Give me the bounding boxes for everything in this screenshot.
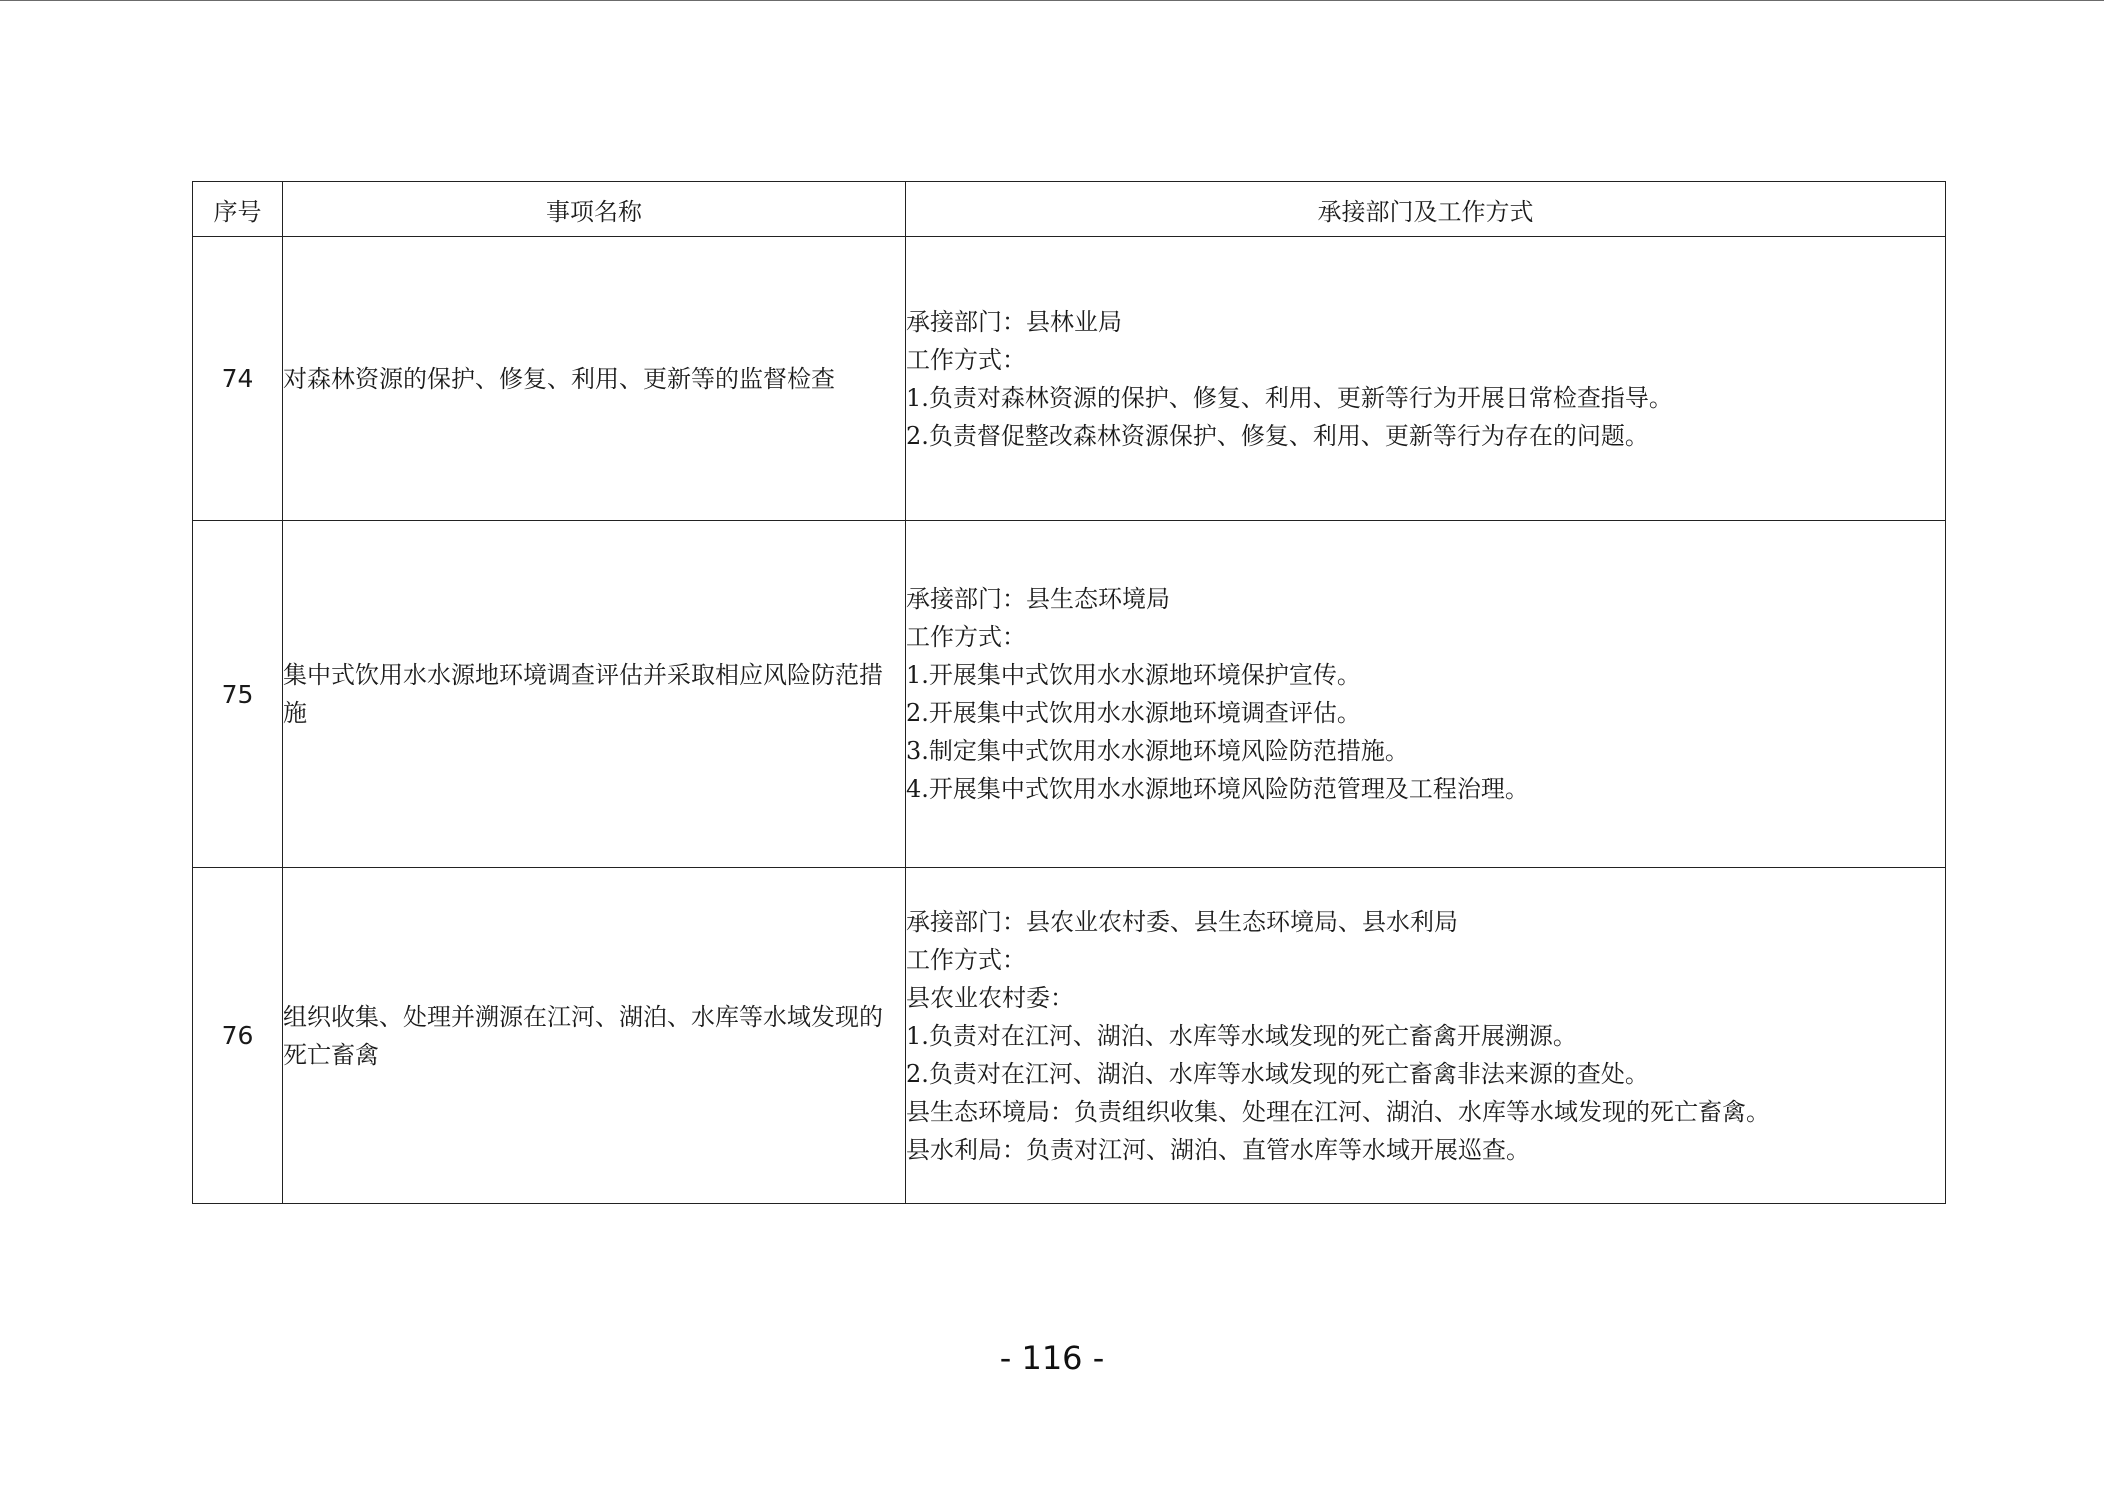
dept-line: 承接部门：县生态环境局 [906, 585, 1170, 613]
dept-line: 1.负责对在江河、湖泊、水库等水域发现的死亡畜禽开展溯源。 [906, 1021, 1577, 1050]
dept-line: 县水利局：负责对江河、湖泊、直管水库等水域开展巡查。 [906, 1135, 1530, 1164]
table-row [193, 521, 1946, 868]
page-number: - 116 - [999, 1339, 1105, 1377]
dept-line: 2.负责对在江河、湖泊、水库等水域发现的死亡畜禽非法来源的查处。 [906, 1059, 1649, 1088]
dept-line: 4.开展集中式饮用水水源地环境风险防范管理及工程治理。 [906, 775, 1529, 803]
dept-line: 工作方式： [906, 623, 1026, 651]
header-name: 事项名称 [283, 182, 906, 237]
dept-line: 2.开展集中式饮用水水源地环境调查评估。 [906, 699, 1361, 727]
table-row [193, 868, 1946, 1204]
row-seq: 76 [193, 868, 283, 1204]
dept-line: 承接部门：县农业农村委、县生态环境局、县水利局 [906, 907, 1458, 936]
dept-line: 工作方式： [906, 345, 1026, 374]
row-matter-name: 对森林资源的保护、修复、利用、更新等的监督检查 [283, 237, 906, 521]
dept-line: 工作方式： [906, 945, 1026, 974]
row-dept-method [906, 521, 1946, 868]
dept-line: 1.负责对森林资源的保护、修复、利用、更新等行为开展日常检查指导。 [906, 383, 1673, 412]
row-matter-name: 集中式饮用水水源地环境调查评估并采取相应风险防范措施 [283, 521, 906, 868]
header-seq: 序号 [193, 182, 283, 237]
dept-line: 承接部门：县林业局 [906, 307, 1122, 336]
dept-line: 3.制定集中式饮用水水源地环境风险防范措施。 [906, 737, 1409, 765]
header-dept: 承接部门及工作方式 [906, 182, 1946, 237]
row-dept-method [906, 868, 1946, 1204]
dept-line: 县农业农村委： [906, 983, 1074, 1012]
dept-line: 2.负责督促整改森林资源保护、修复、利用、更新等行为存在的问题。 [906, 421, 1649, 450]
table-header-row [193, 182, 1946, 237]
row-seq: 75 [193, 521, 283, 868]
matters-table [192, 181, 1946, 1204]
top-border-line [0, 0, 2104, 1]
row-dept-method [906, 237, 1946, 521]
dept-line: 1.开展集中式饮用水水源地环境保护宣传。 [906, 661, 1361, 689]
dept-line: 县生态环境局：负责组织收集、处理在江河、湖泊、水库等水域发现的死亡畜禽。 [906, 1097, 1770, 1126]
row-matter-name: 组织收集、处理并溯源在江河、湖泊、水库等水域发现的死亡畜禽 [283, 868, 906, 1204]
row-seq: 74 [193, 237, 283, 521]
table-row [193, 237, 1946, 521]
